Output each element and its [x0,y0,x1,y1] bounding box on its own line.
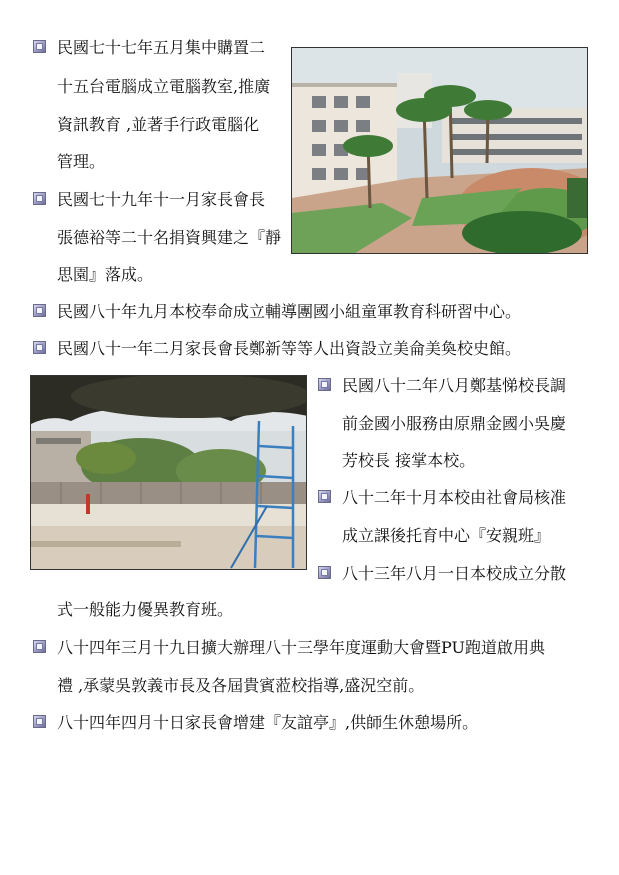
item-text-line: 民國七十九年十一月家長會長 [57,190,266,209]
item-text-line: 前金國小服務由原鼎金國小吳慶 [342,414,567,433]
item-text-line: 管理。 [57,152,106,171]
playground-photo [30,375,307,570]
bullet-icon [33,715,46,728]
item-text-line: 民國七十七年五月集中購置二 [57,38,266,57]
item-text-line: 資訊教育 ,並著手行政電腦化 [57,115,260,134]
campus-courtyard-photo [291,47,588,254]
bullet-icon [33,192,46,205]
item-text-line: 八十二年十月本校由社會局核准 [342,488,567,507]
item-text-line: 張德裕等二十名捐資興建之『靜 [57,228,282,247]
item-text-line: 八十四年四月十日家長會增建『友誼亭』,供師生休憩場所。 [57,713,479,732]
item-text-line: 民國八十二年八月鄭基悌校長調 [342,376,567,395]
bullet-icon [318,490,331,503]
item-text-line: 成立課後托育中心『安親班』 [342,526,551,545]
item-text-line: 思園』落成。 [57,265,154,284]
item-text-line: 式一般能力優異教育班。 [57,600,234,619]
bullet-icon [318,378,331,391]
bullet-icon [33,40,46,53]
bullet-icon [33,640,46,653]
item-text-line: 八十四年三月十九日擴大辦理八十三學年度運動大會暨PU跑道啟用典 [57,638,545,657]
item-text-line: 八十三年八月一日本校成立分散 [342,564,567,583]
item-text-line: 民國八十年九月本校奉命成立輔導團國小組童軍教育科研習中心。 [57,302,522,321]
item-text-line: 禮 ,承蒙吳敦義市長及各屆貴賓蒞校指導,盛況空前。 [57,676,425,695]
bullet-icon [33,304,46,317]
item-text-line: 芳校長 接掌本校。 [342,451,476,470]
item-text-line: 十五台電腦成立電腦教室,推廣 [57,77,271,96]
bullet-icon [33,341,46,354]
bullet-icon [318,566,331,579]
item-text-line: 民國八十一年二月家長會長鄭新等等人出資設立美侖美奐校史館。 [57,339,522,358]
